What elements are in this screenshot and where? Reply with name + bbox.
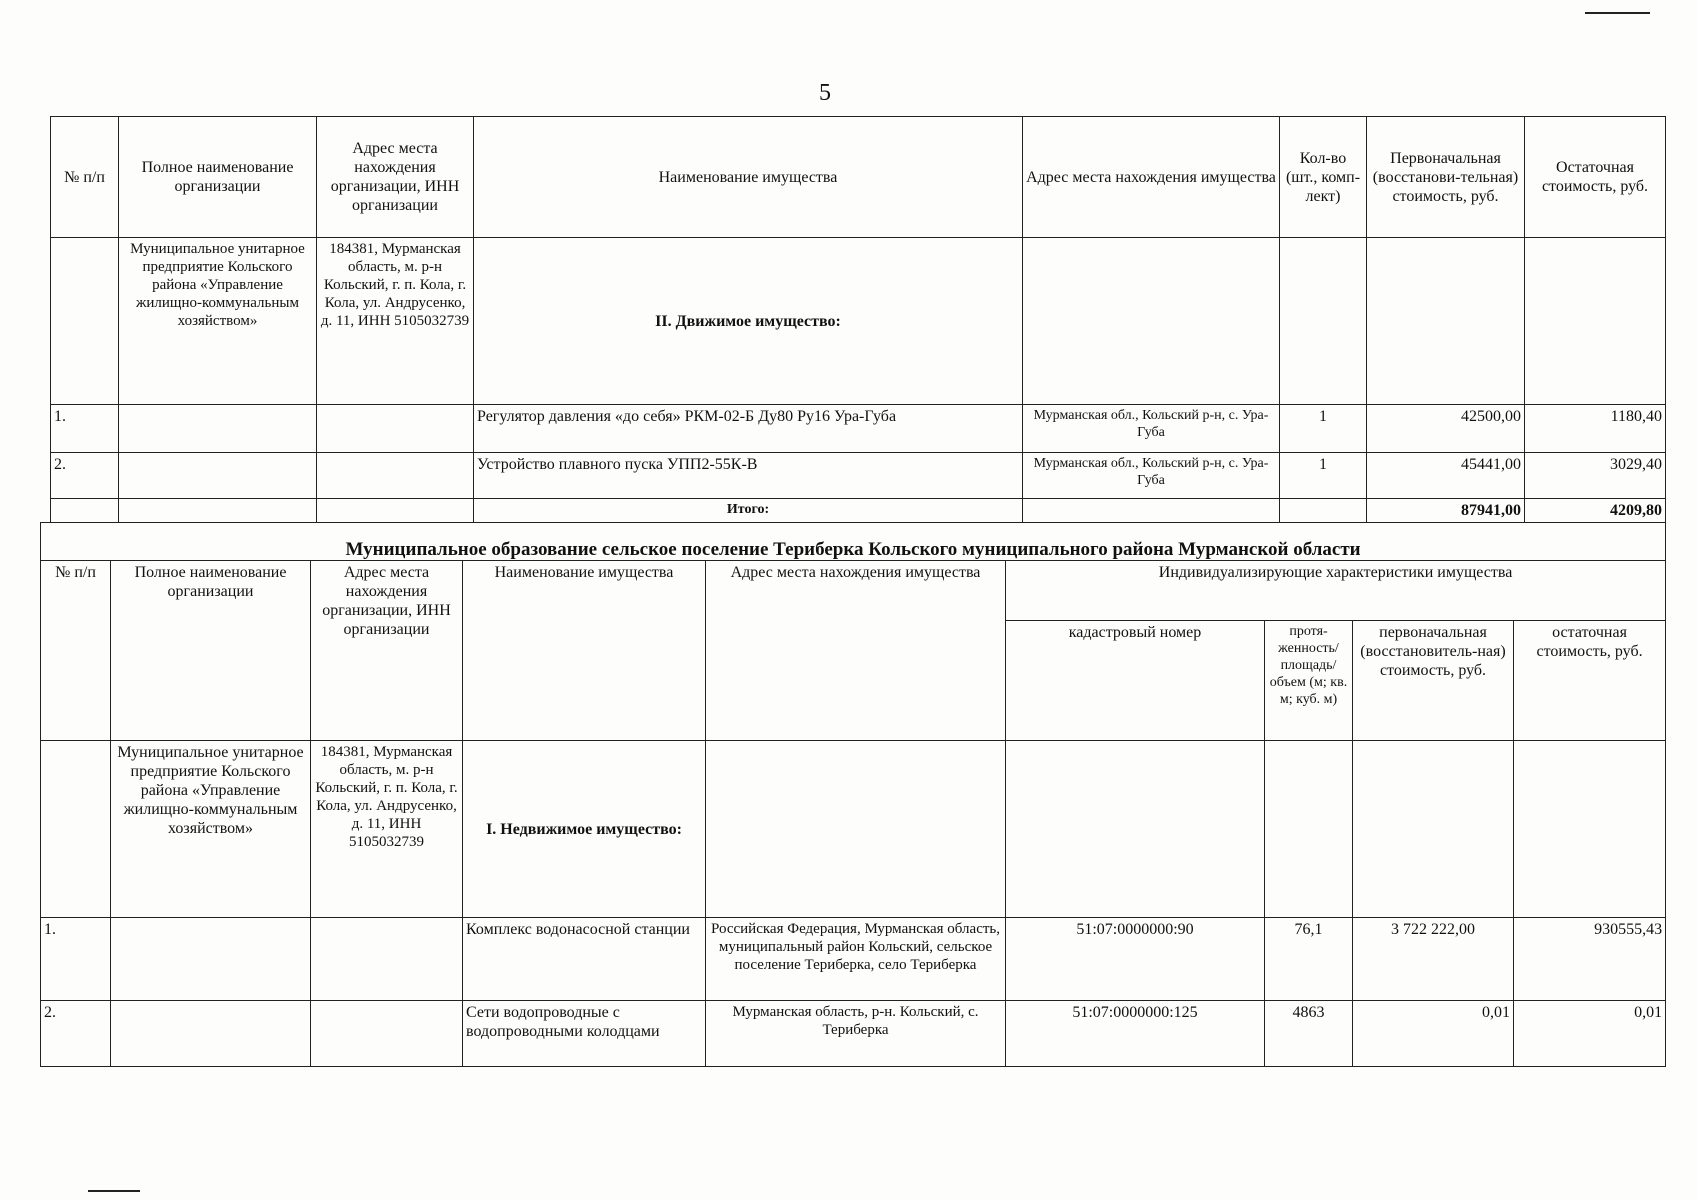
org-name: Муниципальное унитарное предприятие Кольского района «Управление жилищно-коммунальным хозяйством»: [111, 741, 311, 918]
table-row: [51, 405, 1666, 453]
asset-qty: 1: [1280, 405, 1367, 453]
section-title-real-estate: I. Недвижимое имущество:: [463, 741, 706, 918]
scan-mark-bottom-left: [88, 1190, 140, 1192]
header-cadastral: кадастровый номер: [1006, 621, 1265, 741]
asset-address: Мурманская обл., Кольский р-н, с. Ура-Губа: [1023, 405, 1280, 453]
asset-residual-cost: 0,01: [1514, 1001, 1666, 1067]
asset-initial-cost: 0,01: [1353, 1001, 1514, 1067]
total-initial-cost: 87941,00: [1367, 499, 1525, 523]
header-asset-name: Наименование имущества: [474, 117, 1023, 238]
table-row: [41, 1001, 1666, 1067]
org-name: Муниципальное унитарное предприятие Кольского района «Управление жилищно-коммунальным хозяйством»: [119, 238, 317, 405]
asset-size: 76,1: [1265, 918, 1353, 1001]
table1-org-row: [51, 238, 1666, 405]
table-row: [51, 453, 1666, 499]
header-asset-address: Адрес места нахождения имущества: [706, 561, 1006, 741]
row-num: 1.: [51, 405, 119, 453]
municipality-title: Муниципальное образование сельское поселение Териберка Кольского муниципального района Мурманской области: [41, 523, 1666, 561]
table2-title-row: [41, 523, 1666, 561]
asset-address: Мурманская обл., Кольский р-н, с. Ура-Губа: [1023, 453, 1280, 499]
header-org-address: Адрес места нахождения организации, ИНН организации: [317, 117, 474, 238]
asset-name: Комплекс водонасосной станции: [463, 918, 706, 1001]
asset-residual-cost: 1180,40: [1525, 405, 1666, 453]
header-num: № п/п: [41, 561, 111, 741]
table2-org-row: [41, 741, 1666, 918]
asset-residual-cost: 3029,40: [1525, 453, 1666, 499]
asset-initial-cost: 3 722 222,00: [1353, 918, 1514, 1001]
table-row: [41, 918, 1666, 1001]
header-size: протя-женность/ площадь/ объем (м; кв. м; куб. м): [1265, 621, 1353, 741]
total-residual-cost: 4209,80: [1525, 499, 1666, 523]
asset-size: 4863: [1265, 1001, 1353, 1067]
table2-header-row: [41, 561, 1666, 621]
asset-cadastral: 51:07:0000000:90: [1006, 918, 1265, 1001]
asset-initial-cost: 42500,00: [1367, 405, 1525, 453]
row-num: 1.: [41, 918, 111, 1001]
header-asset-name: Наименование имущества: [463, 561, 706, 741]
header-qty: Кол-во (шт., комп-лект): [1280, 117, 1367, 238]
movable-assets-table: [50, 116, 1666, 523]
asset-name: Регулятор давления «до себя» РКМ-02-Б Ду80 Ру16 Ура-Губа: [474, 405, 1023, 453]
asset-name: Сети водопроводные с водопроводными колодцами: [463, 1001, 706, 1067]
header-asset-address: Адрес места нахождения имущества: [1023, 117, 1280, 238]
header-num: № п/п: [51, 117, 119, 238]
header-org-name: Полное наименование организации: [119, 117, 317, 238]
asset-residual-cost: 930555,43: [1514, 918, 1666, 1001]
row-num: 2.: [41, 1001, 111, 1067]
asset-address: Российская Федерация, Мурманская область, муниципальный район Кольский, сельское поселение Териберка, село Териберка: [706, 918, 1006, 1001]
asset-initial-cost: 45441,00: [1367, 453, 1525, 499]
header-initial-cost: первоначальная (восстановитель-ная) стоимость, руб.: [1353, 621, 1514, 741]
section-title-movable: II. Движимое имущество:: [474, 238, 1023, 405]
table1-header-row: [51, 117, 1666, 238]
total-label: Итого:: [474, 499, 1023, 523]
page-number: 5: [819, 80, 831, 106]
org-address: 184381, Мурманская область, м. р-н Кольский, г. п. Кола, г. Кола, ул. Андрусенко, д. 11, ИНН 5105032739: [317, 238, 474, 405]
asset-name: Устройство плавного пуска УПП2-55К-В: [474, 453, 1023, 499]
header-initial-cost: Первоначальная (восстанови-тельная) стоимость, руб.: [1367, 117, 1525, 238]
row-num: 2.: [51, 453, 119, 499]
asset-cadastral: 51:07:0000000:125: [1006, 1001, 1265, 1067]
scan-mark-top-right: [1585, 12, 1650, 14]
header-org-name: Полное наименование организации: [111, 561, 311, 741]
table1-total-row: [51, 499, 1666, 523]
org-address: 184381, Мурманская область, м. р-н Кольский, г. п. Кола, г. Кола, ул. Андрусенко, д. 11, ИНН 5105032739: [311, 741, 463, 918]
header-residual-cost: Остаточная стоимость, руб.: [1525, 117, 1666, 238]
asset-qty: 1: [1280, 453, 1367, 499]
header-org-address: Адрес места нахождения организации, ИНН организации: [311, 561, 463, 741]
real-estate-table: [40, 522, 1666, 1067]
header-residual-cost: остаточная стоимость, руб.: [1514, 621, 1666, 741]
asset-address: Мурманская область, р-н. Кольский, с. Териберка: [706, 1001, 1006, 1067]
header-characteristics: Индивидуализирующие характеристики имущества: [1006, 561, 1666, 621]
